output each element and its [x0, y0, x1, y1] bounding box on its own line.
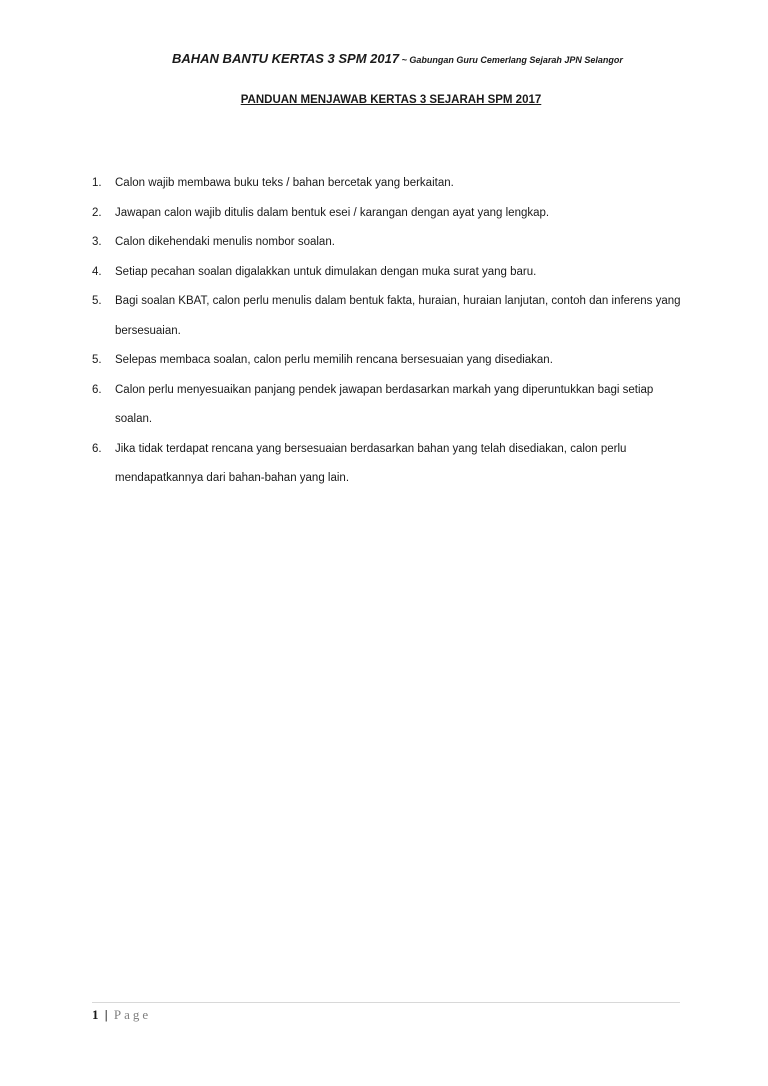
list-item [92, 435, 692, 494]
footer-divider [92, 1002, 680, 1003]
list-item [92, 376, 692, 435]
header-subtitle: ~ Gabungan Guru Cemerlang Sejarah JPN Selangor [399, 55, 623, 65]
running-header [172, 50, 623, 68]
item-text: Calon wajib membawa buku teks / bahan bercetak yang berkaitan. [115, 177, 454, 189]
list-item [92, 228, 692, 258]
item-text: Bagi soalan KBAT, calon perlu menulis dalam bentuk fakta, huraian, huraian lanjutan, contoh dan inferens yang bersesuaian. [115, 295, 681, 337]
page-label: Page [113, 1007, 152, 1022]
list-item [92, 258, 692, 288]
item-number: 6. [92, 442, 102, 455]
list-item [92, 169, 692, 199]
item-number: 3. [92, 236, 102, 248]
item-text: Calon dikehendaki menulis nombor soalan. [115, 236, 335, 248]
item-text: Jika tidak terdapat rencana yang bersesuaian berdasarkan bahan yang telah disediakan, calon perlu mendapatkannya dari bahan-bahan yang lain. [115, 442, 627, 484]
item-number: 2. [92, 206, 102, 219]
item-number: 5. [92, 354, 102, 366]
item-number: 6. [92, 383, 102, 396]
footer-separator: | [104, 1007, 108, 1022]
item-number: 5. [92, 295, 102, 307]
guideline-list [92, 169, 692, 494]
list-item [92, 346, 692, 376]
item-number: 4. [92, 265, 102, 278]
page-number: 1 [92, 1007, 99, 1022]
page-footer [92, 1007, 151, 1023]
item-text: Jawapan calon wajib ditulis dalam bentuk esei / karangan dengan ayat yang lengkap. [115, 206, 550, 219]
header-title: BAHAN BANTU KERTAS 3 SPM 2017 [172, 51, 400, 66]
list-item [92, 199, 692, 229]
item-text: Selepas membaca soalan, calon perlu memilih rencana bersesuaian yang disediakan. [115, 354, 553, 366]
item-text: Setiap pecahan soalan digalakkan untuk dimulakan dengan muka surat yang baru. [115, 265, 537, 278]
list-item [92, 287, 692, 346]
item-text: Calon perlu menyesuaikan panjang pendek jawapan berdasarkan markah yang diperuntukkan bagi setiap soalan. [115, 383, 654, 425]
item-number: 1. [92, 177, 102, 189]
document-title: PANDUAN MENJAWAB KERTAS 3 SEJARAH SPM 2017 [240, 94, 542, 106]
